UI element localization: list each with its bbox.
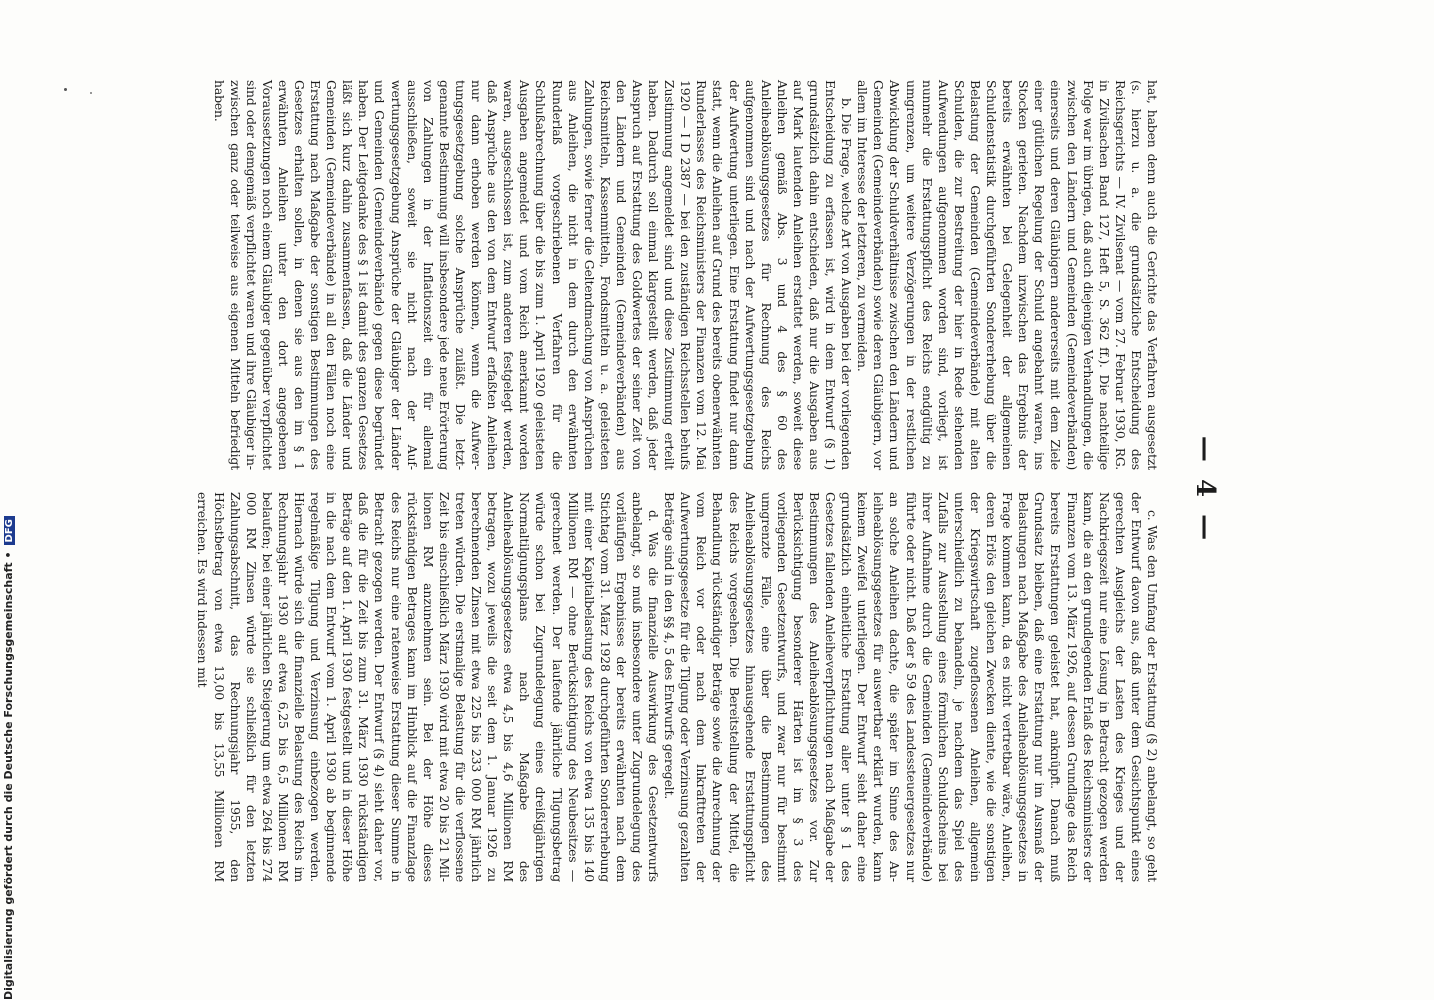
paragraph: b. Die Frage, welche Art von Ausgaben bei der vorliegenden Entscheidung zu erfassen ist, wird in dem Entwurf (§ 1) grundsätzlich dahin entschieden, daß nur die Ausgaben aus auf Mark lautenden Anleihen erstattet werden, soweit diese Anleihen gemäß Abs. 3 und 4 des § 60 des Anleiheablösungsgesetzes für Rechnung des Reichs aufgenommen sind und nach der Aufwertungsgesetzgebung der Aufwertung unterliegen. Eine Erstattung findet nur dann statt, wenn die Anleihen auf Grund des bereits obenerwähnten Runderlasses des Reichsministers der Finanzen vom 12. Mai 1920 — I D 2387 — bei den zuständigen Reichsstellen behufs Zustimmung angemeldet sind und diese Zustimmung erteilt haben. Dadurch soll einmal klargestellt werden, daß jeder Anspruch auf Erstattung des Goldwertes der seiner Zeit von den Ländern und Gemeinden (Gemeindeverbänden) aus Reichsmitteln, Kassenmitteln, Fondsmitteln u. a. geleisteten Zahlungen, sowie ferner die Geltendmachung von Ansprüchen aus Anleihen, die nicht in dem durch den erwähnten Runderlaß vorgeschriebenen Verfahren für die Schlußabrechnung über die bis zum 1. April 1920 geleisteten Ausgaben angemeldet und vom Reich anerkannt worden waren, ausgeschlossen ist, zum anderen festgelegt werden, daß Ansprüche aus den von dem Entwurf erfaßten Anleihen nur dann erhoben werden können, wenn die Aufwertungsgesetzgebung solche Ansprüche zuläßt. Die letztgenannte Bestimmung will insbesondere jede neue Erörterung von Zahlungen in der Inflationszeit ein für allemal ausschließen, soweit sie nicht nach der Aufwertungsgesetzgebung Ansprüche der Gläubiger der Länder und Gemeinden (Gemeindeverbände) gegen diese begründet haben. Der Leitgedanke des § 1 ist damit des ganzen Gesetzes läßt sich kurz dahin zusammenfassen, daß die Länder und Gemeinden (Gemeindeverbände) in all den Fällen noch eine Erstattung nach Maßgabe der sonstigen Bestimmungen des Gesetzes erhalten sollen, in denen sie aus den im § 1 erwähnten Anleihen unter den dort angegebenen Voraussetzungen noch einem Gläubiger gegenüber verpflichtet sind oder demgemäß verpflichtet waren und ihre Gläubiger inzwischen ganz oder teilweise aus eigenen Mitteln befriedigt haben.: [211, 80, 855, 470]
paragraph: d. Was die finanzielle Auswirkung des Gesetzentwurfs anbelangt, so muß insbesondere unter Zugrundelegung des vorläufigen Ergebnisses der bereits erwähnten nach dem Stichtag vom 31. März 1928 durchgeführten Sondererhebung mit einer Kapitalbelastung des Reichs von etwa 135 bis 140 Millionen RM — ohne Berücksichtigung des Neubesitzes — gerechnet werden. Der laufende jährliche Tilgungsbetrag würde schon bei Zugrundelegung eines dreißigjährigen Normaltilgungsplans nach Maßgabe des Anleiheablösungsgesetzes etwa 4,5 bis 4,6 Millionen RM betragen, wozu jeweils die seit dem 1. Januar 1926 zu berechnenden Zinsen mit etwa 225 bis 233 000 RM jährlich treten würden. Die erstmalige Belastung für die verflossene Zeit bis einschließlich März 1930 wird mit etwa 20 bis 21 Millionen RM anzunehmen sein. Bei der Höhe dieses rückständigen Betrages kann im Hinblick auf die Finanzlage des Reichs nur eine ratenweise Erstattung dieser Summe in Betracht gezogen werden. Der Entwurf (§ 4) sieht daher vor, daß die für die Zeit bis zum 31. März 1930 rückständigen Beträge auf den 1. April 1930 festgestellt und in dieser Höhe in die nach dem Entwurf vom 1. April 1930 ab beginnende regelmäßige Tilgung und Verzinsung einbezogen werden. Hiernach würde sich die finanzielle Belastung des Reichs im Rechnungsjahr 1930 auf etwa 6,25 bis 6,5 Millionen RM belaufen; bei einer jährlichen Steigerung um etwa 264 bis 274 000 RM Zinsen würde sie schließlich für den letzten Zahlungsabschnitt, das Rechnungsjahr 1955, den Höchstbetrag von etwa 13,00 bis 13,55 Millionen RM erreichen. Es wird indessen mit: [195, 492, 662, 882]
paragraph: c. Was den Umfang der Erstattung (§ 2) anbelangt, so geht der Entwurf davon aus, daß unter dem Gesichtspunkt eines gerechten Ausgleichs der Lasten des Krieges und der Nachkriegszeit nur eine Lösung in Betracht gezogen werden kann, die an den grundlegenden Erlaß des Reichsministers der Finanzen vom 13. März 1926, auf dessen Grundlage das Reich bereits Erstattungen geleistet hat, anknüpft. Danach muß Grundsatz bleiben, daß eine Erstattung nur im Ausmaß der Belastungen nach Maßgabe des Anleiheablösungsgesetzes in Frage kommen kann, da es nicht vertretbar wäre, Anleihen, deren Erlös den gleichen Zwecken diente, wie die sonstigen der Kriegswirtschaft zugeflossenen Anleihen, allgemein unterschiedlich zu behandeln, je nachdem das Spiel des Zufalls zur Ausstellung eines förmlichen Schuldscheins bei ihrer Aufnahme durch die Gemeinden (Gemeindeverbände) führte oder nicht. Daß der § 59 des Landessteuergesetzes nur an solche Anleihen dachte, die später im Sinne des Anleiheablösungsgesetzes für auswertbar erklärt wurden, kann keinem Zweifel unterliegen. Der Entwurf sieht daher eine grundsätzlich einheitliche Erstattung aller unter § 1 des Gesetzes fallenden Anleiheverpflichtungen nach Maßgabe der Bestimmungen des Anleiheablösungsgesetzes vor. Zur Berücksichtigung besonderer Härten ist im § 3 des vorliegenden Gesetzentwurfs, und zwar nur für bestimmt umgrenzte Fälle, eine über die Bestimmungen des Anleiheablösungsgesetzes hinausgehende Erstattungspflicht des Reichs vorgesehen. Die Bereitstellung der Mittel, die Behandlung rückständiger Beträge sowie die Anrechnung der vom Reich vor oder nach dem Inkrafttreten der Aufwertungsgesetze für die Tilgung oder Verzinsung gezahlten Beträge sind in den §§ 4, 5 des Entwurfs geregelt.: [662, 492, 1160, 882]
footer-text: Digitalisierung gefördert durch die Deutsche Forschungsgemeinschaft •: [2, 551, 15, 1000]
scan-dust-mark: [64, 88, 67, 91]
dfg-logo: DFG: [4, 516, 15, 545]
digitization-footer: [2, 0, 22, 1000]
left-text-column: [210, 80, 1160, 470]
footer-credit: [2, 0, 15, 1000]
rotated-document-page: [160, 80, 1230, 900]
page-number: — 4 —: [1190, 435, 1220, 545]
right-text-column: [194, 492, 1160, 882]
scan-dust-mark: [90, 92, 92, 94]
paragraph: hat, haben denn auch die Gerichte das Verfahren ausgesetzt (s. hierzu u. a. die grundsätzliche Entscheidung des Reichsgerichts — IV. Zivilsenat — vom 27. Februar 1930, RG. in Zivilsachen Band 127, Heft 5, S. 362 ff.). Die nachteilige Folge war im übrigen, daß auch diejenigen Verhandlungen, die zwischen den Ländern und Gemeinden (Gemeindeverbänden) einerseits und deren Gläubigern andererseits mit dem Ziele einer gütlichen Regelung der Schuld angebahnt waren, ins Stocken gerieten. Nachdem inzwischen das Ergebnis der bereits erwähnten bei Gelegenheit der allgemeinen Schuldenstatistik durchgeführten Sondererhebung über die Belastung der Gemeinden (Gemeindeverbände) mit alten Schulden, die zur Bestreitung der hier in Rede stehenden Aufwendungen aufgenommen worden sind, vorliegt, ist nunmehr die Erstattungspflicht des Reichs endgültig zu umgrenzen, um weitere Verzögerungen in der restlichen Abwicklung der Schuldverhältnisse zwischen den Ländern und Gemeinden (Gemeindeverbänden) sowie deren Gläubigern, vor allem im Interesse der letzteren, zu vermeiden.: [855, 80, 1160, 470]
